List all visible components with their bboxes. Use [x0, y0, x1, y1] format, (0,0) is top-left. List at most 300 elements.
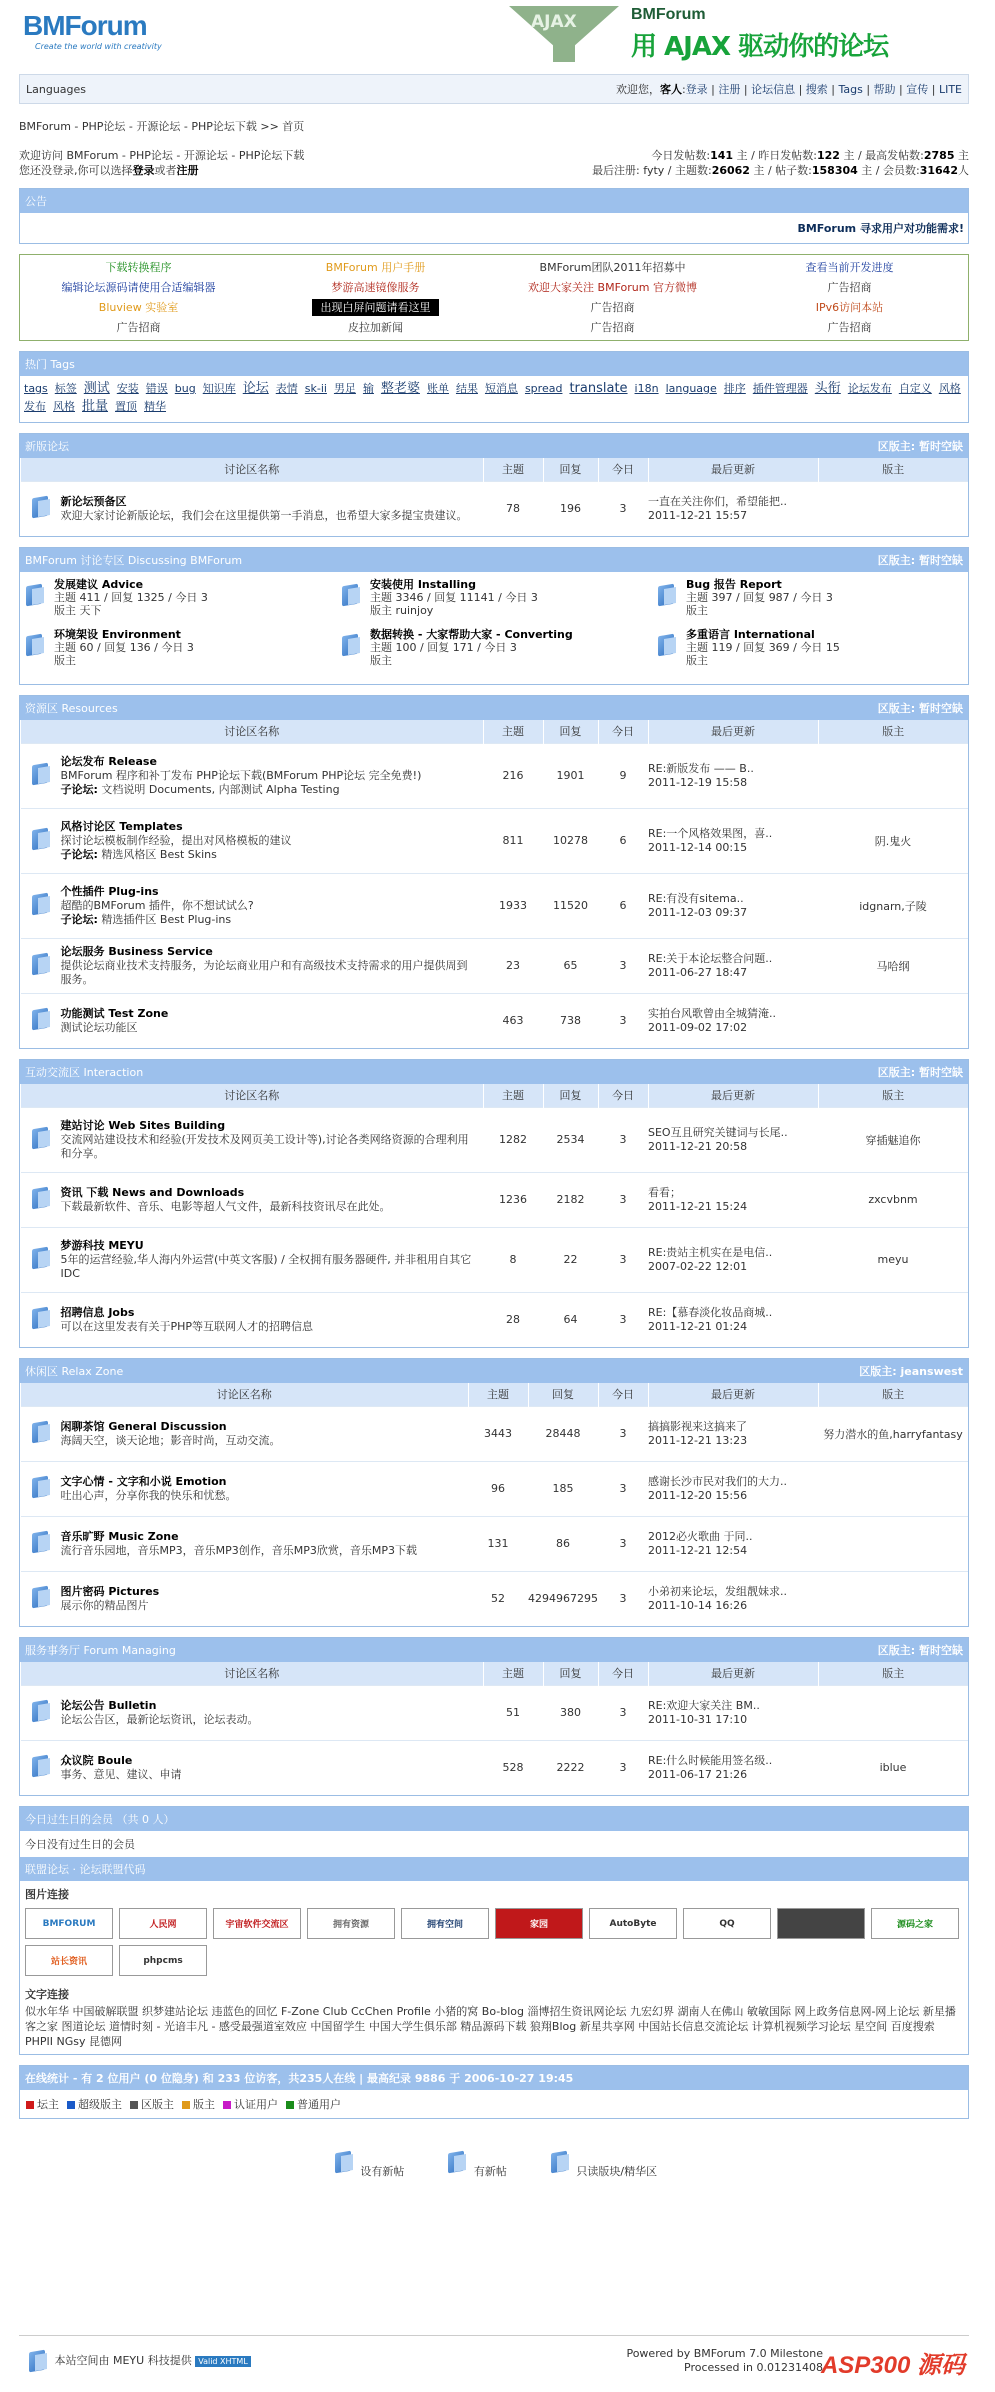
ad-link[interactable]: 广告招商: [590, 301, 635, 314]
register-link[interactable]: 注册: [718, 83, 741, 96]
link-banner[interactable]: 家园: [495, 1908, 583, 1939]
forum-info: [686, 578, 833, 617]
moderator-cell[interactable]: 努力潜水的鱼,harryfantasy: [818, 1406, 968, 1461]
subforum-label: 子论坛:: [60, 782, 98, 796]
last-post-title[interactable]: 一直在关注你们，希望能把..: [648, 494, 787, 508]
folder-icon: [28, 761, 54, 787]
hosting-text[interactable]: 本站空间由 MEYU 科技提供: [54, 2353, 192, 2367]
forum-icon-cell: [21, 1292, 61, 1347]
forum-name[interactable]: 资讯 下载 News and Downloads: [60, 1185, 245, 1199]
forum-icon-cell: [21, 1740, 61, 1795]
tag-link[interactable]: language: [665, 382, 717, 395]
forum-info: [370, 578, 538, 617]
forum-name[interactable]: 论坛公告 Bulletin: [60, 1698, 157, 1712]
stats-right: [592, 148, 969, 178]
forum-description: 探讨论坛模板制作经验，提出对风格模板的建议: [60, 833, 292, 847]
col-last: 最后更新: [648, 1084, 818, 1107]
forum-name[interactable]: 众议院 Boule: [60, 1753, 133, 1767]
topic-count: 23: [483, 938, 543, 993]
topic-count: 131: [468, 1516, 528, 1571]
forum-info-cell: [61, 1571, 469, 1626]
announcement-header: [20, 189, 968, 213]
last-post-title[interactable]: RE:有没有sitema..: [648, 891, 744, 905]
moderator-cell[interactable]: [818, 1516, 968, 1571]
forum-name[interactable]: 环境架设 Environment: [54, 628, 181, 641]
ad-link[interactable]: 广告招商: [590, 321, 635, 334]
col-today: 今日: [598, 458, 648, 481]
link-banner[interactable]: 拥有资源: [307, 1908, 395, 1939]
guest-label: 客人: [659, 83, 682, 96]
category-title[interactable]: 互动交流区 Interaction: [25, 1066, 144, 1079]
link-banner[interactable]: phpcms: [119, 1945, 207, 1976]
link-banner[interactable]: QQ: [683, 1908, 771, 1939]
forum-info-cell: [61, 743, 484, 808]
ad-link[interactable]: 欢迎大家关注 BMForum 官方微博: [528, 281, 697, 294]
folder-icon: [28, 1419, 54, 1445]
tag-link[interactable]: 自定义: [898, 382, 932, 395]
topic-count: 1236: [483, 1172, 543, 1227]
forum-grid-item[interactable]: [336, 628, 652, 678]
forum-name[interactable]: 风格讨论区 Templates: [60, 819, 183, 833]
ad-link[interactable]: 皮拉加新闻: [348, 321, 403, 334]
links-section: [20, 1881, 968, 2054]
folder-icon: [28, 1584, 54, 1610]
category-moderator: 区版主: 暂时空缺: [877, 702, 963, 715]
announcement-text[interactable]: BMForum 寻求用户对功能需求!: [797, 222, 964, 235]
forum-row: [21, 1107, 969, 1172]
ad-link[interactable]: Bluview 实验室: [98, 301, 179, 314]
last-post-cell: [648, 1740, 818, 1795]
last-post-cell: [648, 1516, 818, 1571]
text-links-label: 文字连接: [25, 1988, 69, 2001]
tag-link[interactable]: 头衔: [814, 381, 841, 396]
subforum-links[interactable]: 文档说明 Documents, 内部测试 Alpha Testing: [101, 782, 340, 796]
tag-link[interactable]: 插件管理器: [752, 382, 808, 395]
forum-moderator: 版主 天下: [54, 604, 102, 617]
birthday-header: [20, 1807, 968, 1831]
last-post-time: 2011-12-14 00:15: [648, 840, 748, 854]
tag-link[interactable]: 风格: [53, 400, 75, 413]
folder-icon: [444, 2149, 470, 2175]
category-header: [20, 1060, 968, 1084]
processed-time: Processed in 0.01231408: [684, 2360, 823, 2374]
image-links: [25, 1906, 963, 1978]
category-title[interactable]: 资源区 Resources: [25, 702, 118, 715]
col-last: 最后更新: [648, 1662, 818, 1685]
link-banner[interactable]: 站长资讯: [25, 1945, 113, 1976]
online-box: [19, 2065, 969, 2119]
tag-link[interactable]: bug: [174, 382, 196, 395]
category-title[interactable]: 新版论坛: [25, 440, 69, 453]
last-post-title[interactable]: RE:什么时候能用签名级..: [648, 1753, 773, 1767]
content: [19, 0, 969, 2379]
forum-name[interactable]: 多重语言 International: [686, 628, 815, 641]
last-post-cell: [648, 1107, 818, 1172]
col-topics: 主题: [483, 1662, 543, 1685]
col-topics: 主题: [468, 1383, 528, 1406]
forum-icon-cell: [21, 1227, 61, 1292]
tag-link[interactable]: 输: [362, 382, 374, 395]
forum-name[interactable]: 图片密码 Pictures: [60, 1584, 160, 1598]
forum-stats: 主题 60 / 回复 136 / 今日 3: [54, 641, 194, 654]
last-post-title[interactable]: RE:一个风格效果图，喜..: [648, 826, 773, 840]
tag-link[interactable]: 排序: [723, 382, 746, 395]
category-header: [20, 1359, 968, 1383]
forum-name[interactable]: 发展建议 Advice: [54, 578, 144, 591]
forum-table: [20, 1662, 968, 1795]
ajax-logo: [499, 2, 629, 66]
forum-name[interactable]: 闲聊茶馆 General Discussion: [60, 1419, 227, 1433]
announcement-title: 公告: [25, 195, 47, 208]
forum-description: 欢迎大家讨论新版论坛，我们会在这里提供第一手消息，也希望大家多提宝贵建议。: [60, 508, 468, 522]
forum-grid-item[interactable]: [20, 628, 336, 678]
moderator-cell[interactable]: iblue: [818, 1740, 968, 1795]
forum-name[interactable]: 个性插件 Plug-ins: [60, 884, 159, 898]
today-count: 3: [598, 1740, 648, 1795]
moderator-cell[interactable]: [818, 1571, 968, 1626]
last-post-title[interactable]: 感谢长沙市民对我们的大力..: [648, 1474, 787, 1488]
last-post-time: 2011-12-03 09:37: [648, 905, 748, 919]
tag-link[interactable]: 批量: [82, 399, 109, 414]
tag-link[interactable]: 论坛: [242, 381, 269, 396]
moderator-cell[interactable]: zxcvbnm: [818, 1172, 968, 1227]
top-nav-links: 欢迎您，客人:登录 | 注册 | 论坛信息 | 搜索 | Tags | 帮助 | 宣传 | LITE: [615, 83, 962, 96]
ad-link[interactable]: 出现白屏问题请看这里: [312, 299, 439, 316]
last-post-cell: [648, 1461, 818, 1516]
last-post-cell: [648, 938, 818, 993]
tag-link[interactable]: 风格发布: [24, 382, 961, 413]
ad-link[interactable]: 广告招商: [116, 321, 161, 334]
last-post-time: 2011-12-21 01:24: [648, 1319, 748, 1333]
link-banner[interactable]: 拥有空间: [401, 1908, 489, 1939]
forum-info: [686, 628, 840, 667]
forum-info-cell: [61, 481, 484, 536]
readonly-legend: 只读版块/精华区: [547, 2149, 657, 2179]
category-title[interactable]: BMForum 讨论专区 Discussing BMForum: [25, 554, 243, 567]
info-link[interactable]: 论坛信息: [751, 83, 796, 96]
post-stats: 今日发帖数:141 主 / 昨日发帖数:122 主 / 最高发帖数:2785 主: [651, 149, 969, 162]
col-replies: 回复: [543, 1662, 598, 1685]
last-post-cell: [648, 1227, 818, 1292]
topic-count: 528: [483, 1740, 543, 1795]
ad-link[interactable]: 查看当前开发进度: [805, 261, 894, 274]
link-banner[interactable]: 人民网: [119, 1908, 207, 1939]
member-stats: 最后注册: fyty / 主题数:26062 主 / 帖子数:158304 主 / 会员数:31642人: [592, 164, 969, 177]
forum-name[interactable]: 论坛发布 Release: [60, 754, 157, 768]
reply-count: 28448: [528, 1406, 598, 1461]
languages-link[interactable]: Languages: [26, 82, 87, 96]
tag-link[interactable]: 标签: [54, 382, 77, 395]
online-title: 在线统计 - 有 2 位用户 (0 位隐身) 和 233 位访客，共235人在线 | 最高纪录 9886 于 2006-10-27 19:45: [25, 2072, 574, 2085]
today-count: 3: [598, 481, 648, 536]
category-title[interactable]: 休闲区 Relax Zone: [25, 1365, 124, 1378]
legend-swatch: [26, 2101, 34, 2109]
last-post-title[interactable]: RE:【慕春淡化妆品商城..: [648, 1305, 773, 1319]
ad-link[interactable]: 广告招商: [827, 281, 872, 294]
moderator-cell[interactable]: 穿插魅追你: [818, 1107, 968, 1172]
xhtml-badge[interactable]: Valid XHTML: [195, 2356, 251, 2367]
forum-info-cell: [61, 1107, 484, 1172]
folder-icon: [654, 582, 680, 608]
ad-link[interactable]: 梦游高速镜像服务: [331, 281, 420, 294]
forum-row: [21, 1461, 969, 1516]
ad-link[interactable]: BMForum 用户手册: [325, 261, 426, 274]
moderator-cell[interactable]: idgnarn,子陵: [818, 873, 968, 938]
last-post-time: 2011-12-20 15:56: [648, 1488, 748, 1502]
tag-link[interactable]: 男足: [333, 382, 356, 395]
ad-link[interactable]: 广告招商: [827, 321, 872, 334]
reply-count: 196: [543, 481, 598, 536]
tag-link[interactable]: 表情: [275, 382, 298, 395]
forum-icon-cell: [21, 481, 61, 536]
lite-link[interactable]: LITE: [938, 83, 962, 96]
tags-cloud: [20, 376, 968, 422]
col-mod: 版主: [818, 720, 968, 743]
forum-categories: [19, 433, 969, 1796]
prompt-or: 或者: [154, 164, 177, 177]
search-link[interactable]: 搜索: [805, 83, 828, 96]
last-post-title[interactable]: RE:关于本论坛整合问题..: [648, 951, 773, 965]
legend-label: 认证用户: [234, 2098, 278, 2111]
legend-swatch: [223, 2101, 231, 2109]
category-header: [20, 1638, 968, 1662]
tags-link[interactable]: Tags: [838, 83, 863, 96]
forum-name[interactable]: 文字心情 - 文字和小说 Emotion: [60, 1474, 227, 1488]
forum-category: [19, 547, 969, 685]
image-links-label: 图片连接: [25, 1888, 69, 1901]
last-post-time: 2011-10-31 17:10: [648, 1712, 748, 1726]
forum-name[interactable]: 数据转换 - 大家帮助大家 - Converting: [370, 628, 573, 641]
last-post-title[interactable]: RE:欢迎大家关注 BM..: [648, 1698, 760, 1712]
moderator-cell[interactable]: [818, 1685, 968, 1740]
tag-link[interactable]: 置顶: [115, 400, 138, 413]
login-link[interactable]: 登录: [685, 83, 708, 96]
forum-icon-cell: [21, 993, 61, 1048]
tag-link[interactable]: 知识库: [202, 382, 236, 395]
forum-icon-cell: [21, 1685, 61, 1740]
forum-description: 交流网站建设技术和经验(开发技术及网页美工设计等),讨论各类网络资源的合理利用和分享。: [60, 1132, 469, 1160]
footer-left: [25, 2348, 251, 2374]
tag-link[interactable]: 整老婆: [380, 381, 420, 396]
topic-count: 78: [483, 481, 543, 536]
forum-category: [19, 433, 969, 537]
topic-count: 51: [483, 1685, 543, 1740]
forum-row: [21, 1685, 969, 1740]
moderator-cell[interactable]: [818, 743, 968, 808]
tag-link[interactable]: sk-ii: [304, 382, 327, 395]
legend-swatch: [130, 2101, 138, 2109]
last-post-time: 2011-06-17 21:26: [648, 1767, 748, 1781]
ad-link[interactable]: 下载转换程序: [105, 261, 172, 274]
forum-grid-item[interactable]: [336, 578, 652, 628]
tag-link[interactable]: 错误: [145, 382, 168, 395]
forum-name[interactable]: 梦游科技 MEYU: [60, 1238, 144, 1252]
forum-moderator: 版主: [686, 604, 708, 617]
tags-header: [20, 352, 968, 376]
forum-info-cell: [61, 1406, 469, 1461]
folder-icon: [28, 891, 54, 917]
tag-link[interactable]: tags: [24, 382, 48, 395]
tag-link[interactable]: i18n: [634, 382, 659, 395]
forum-description: 可以在这里发表有关于PHP等互联网人才的招聘信息: [60, 1319, 314, 1333]
breadcrumb[interactable]: BMForum - PHP论坛 - 开源论坛 - PHP论坛下载 >> 首页: [19, 120, 305, 133]
subforum-links[interactable]: 精选风格区 Best Skins: [101, 847, 217, 861]
category-title[interactable]: 服务事务厅 Forum Managing: [25, 1644, 176, 1657]
forum-stats: 主题 3346 / 回复 11141 / 今日 3: [370, 591, 538, 604]
last-post-title[interactable]: 实拍台风歌曾由全城猜淹..: [648, 1006, 776, 1020]
prompt-login-link[interactable]: 登录: [132, 164, 155, 177]
last-post-time: 2011-12-21 12:54: [648, 1543, 748, 1557]
moderator-cell[interactable]: [818, 1292, 968, 1347]
prompt-register-link[interactable]: 注册: [176, 164, 199, 177]
prompt-text: 您还没登录,你可以选择: [19, 164, 133, 177]
subforum-links[interactable]: 精选插件区 Best Plug-ins: [101, 912, 232, 926]
forum-grid-item[interactable]: [20, 578, 336, 628]
topic-count: 52: [468, 1571, 528, 1626]
forum-row: [21, 743, 969, 808]
forum-description: 展示你的精品图片: [60, 1598, 149, 1612]
link-banner[interactable]: 源码之家: [871, 1908, 959, 1939]
last-post-title[interactable]: 看看；: [648, 1185, 681, 1199]
forum-description: 事务、意见、建议、申请: [60, 1767, 182, 1781]
last-post-title[interactable]: 搞搞影视来这搞来了: [648, 1419, 747, 1433]
last-post-title[interactable]: 小弟初来论坛，发组靓妹求..: [648, 1584, 787, 1598]
last-post-title[interactable]: RE:新版发布 —— B..: [648, 761, 754, 775]
online-header: [20, 2066, 968, 2090]
forum-stats: 主题 397 / 回复 987 / 今日 3: [686, 591, 833, 604]
tag-link[interactable]: 论坛发布: [847, 382, 892, 395]
forum-name[interactable]: 新论坛预备区: [60, 494, 127, 508]
col-name: 讨论区名称: [21, 1383, 469, 1406]
moderator-cell[interactable]: 马哈纲: [818, 938, 968, 993]
forum-name[interactable]: Bug 报告 Report: [686, 578, 782, 591]
forum-row: [21, 873, 969, 938]
promo-link[interactable]: 宣传: [906, 83, 929, 96]
today-count: 3: [598, 1172, 648, 1227]
moderator-cell[interactable]: 阴.鬼火: [818, 808, 968, 873]
link-banner[interactable]: AutoByte: [589, 1908, 677, 1939]
folder-icon: [28, 1006, 54, 1032]
forum-category: [19, 1059, 969, 1348]
forum-icon-cell: [21, 1461, 61, 1516]
forum-table: [20, 1084, 968, 1347]
col-mod: 版主: [818, 458, 968, 481]
moderator-cell[interactable]: meyu: [818, 1227, 968, 1292]
ad-link[interactable]: IPv6访问本站: [815, 301, 884, 314]
forum-row: [21, 1406, 969, 1461]
forum-info-cell: [61, 1740, 484, 1795]
folder-icon: [28, 494, 54, 520]
user-legend: [20, 2090, 968, 2118]
link-banner[interactable]: BMFORUM: [25, 1908, 113, 1939]
text-links[interactable]: 似水年华 中国破解联盟 织梦建站论坛 违蓝色的回忆 F-Zone Club CcChen Profile 小猪的窝 Bo-blog 淄博招生资讯网论坛 九宏幻界 湖南人在佛山 敏敏国际 网上政务信息网-网上论坛 新星播客之家 图道论坛 道情时刻 - 光谙丰凡 - 感受最强道室效应 中国留学生 中国大学生俱乐部 精品源码下载 狼翔Blog 新星共享网 中国站长信息交流论坛 计算机视频学习论坛 星空间 百度搜索 PHPII NGsy 昆德网: [25, 2005, 956, 2048]
folder-icon: [28, 1305, 54, 1331]
last-post-title[interactable]: RE:贵站主机实在是电信..: [648, 1245, 773, 1259]
ad-link[interactable]: BMForum团队2011年招募中: [539, 261, 686, 274]
reply-count: 185: [528, 1461, 598, 1516]
last-post-cell: [648, 1571, 818, 1626]
today-count: 3: [598, 1461, 648, 1516]
forum-description: 提供论坛商业技术支持服务，为论坛商业用户和有高级技术支持需求的用户提供周到服务。: [60, 958, 468, 986]
category-header: [20, 548, 968, 572]
col-last: 最后更新: [648, 458, 818, 481]
forum-description: 论坛公告区，最新论坛资讯，论坛表动。: [60, 1712, 259, 1726]
reply-count: 4294967295: [528, 1571, 598, 1626]
folder-icon: [28, 826, 54, 852]
help-link[interactable]: 帮助: [873, 83, 896, 96]
moderator-cell[interactable]: [818, 1461, 968, 1516]
logo[interactable]: [23, 10, 162, 51]
folder-icon: [22, 582, 48, 608]
tag-link[interactable]: spread: [524, 382, 563, 395]
forum-info-cell: [61, 808, 484, 873]
last-post-title[interactable]: SEO互且研究关键词与长尾..: [648, 1125, 788, 1139]
col-today: 今日: [598, 1084, 648, 1107]
tag-link[interactable]: 安装: [116, 382, 139, 395]
forum-name[interactable]: 功能测试 Test Zone: [60, 1006, 169, 1020]
col-topics: 主题: [483, 1084, 543, 1107]
tag-link[interactable]: 短消息: [484, 382, 518, 395]
forum-grid-item[interactable]: [652, 578, 968, 628]
forum-icon-cell: [21, 1571, 61, 1626]
tag-link[interactable]: 账单: [426, 382, 449, 395]
forum-description: BMForum 程序和补丁发布 PHP论坛下载(BMForum PHP论坛 完全免费!): [60, 768, 422, 782]
forum-name[interactable]: 建站讨论 Web Sites Building: [60, 1118, 226, 1132]
ad-link[interactable]: 编辑论坛源码请使用合适编辑器: [61, 281, 216, 294]
forum-info-cell: [61, 1172, 484, 1227]
forum-grid-item[interactable]: [652, 628, 968, 678]
tag-link[interactable]: 测试: [83, 381, 110, 396]
forum-name[interactable]: 音乐旷野 Music Zone: [60, 1529, 179, 1543]
logo-title: BMForum: [23, 10, 147, 41]
topic-count: 1282: [483, 1107, 543, 1172]
topic-count: 216: [483, 743, 543, 808]
last-post-title[interactable]: 2012必火歌曲 于同..: [648, 1529, 753, 1543]
forum-name[interactable]: 论坛服务 Business Service: [60, 944, 213, 958]
forum-icon-cell: [21, 743, 61, 808]
tag-link[interactable]: translate: [569, 381, 628, 396]
col-replies: 回复: [543, 720, 598, 743]
tag-link[interactable]: 精华: [144, 400, 167, 413]
moderator-cell[interactable]: [818, 993, 968, 1048]
forum-description: 吐出心声，分享你我的快乐和忧愁。: [60, 1488, 237, 1502]
forum-row: [21, 808, 969, 873]
last-post-cell: [648, 873, 818, 938]
last-post-cell: [648, 1172, 818, 1227]
forum-row: [21, 1292, 969, 1347]
forum-row: [21, 1571, 969, 1626]
forum-info-cell: [61, 1227, 484, 1292]
col-today: 今日: [598, 1662, 648, 1685]
last-post-time: 2011-12-21 15:24: [648, 1199, 748, 1213]
forum-info: [54, 628, 194, 667]
last-post-cell: [648, 1406, 818, 1461]
tag-link[interactable]: 结果: [455, 382, 478, 395]
link-banner[interactable]: 宇宙软件交流区: [213, 1908, 301, 1939]
forum-row: [21, 1516, 969, 1571]
moderator-cell[interactable]: [818, 481, 968, 536]
forum-icon-cell: [21, 1406, 61, 1461]
forum-name[interactable]: 招聘信息 Jobs: [60, 1305, 135, 1319]
forum-name[interactable]: 安装使用 Installing: [370, 578, 476, 591]
subforums: [61, 913, 478, 927]
category-moderator: 区版主: 暂时空缺: [877, 1644, 963, 1657]
today-count: 3: [598, 1227, 648, 1292]
forum-icon-cell: [21, 1516, 61, 1571]
watermark-logo: ASP300 源码: [820, 2352, 965, 2379]
link-banner[interactable]: [777, 1908, 865, 1939]
banner-line2: 用 AJAX 驱动你的论坛: [631, 32, 889, 62]
